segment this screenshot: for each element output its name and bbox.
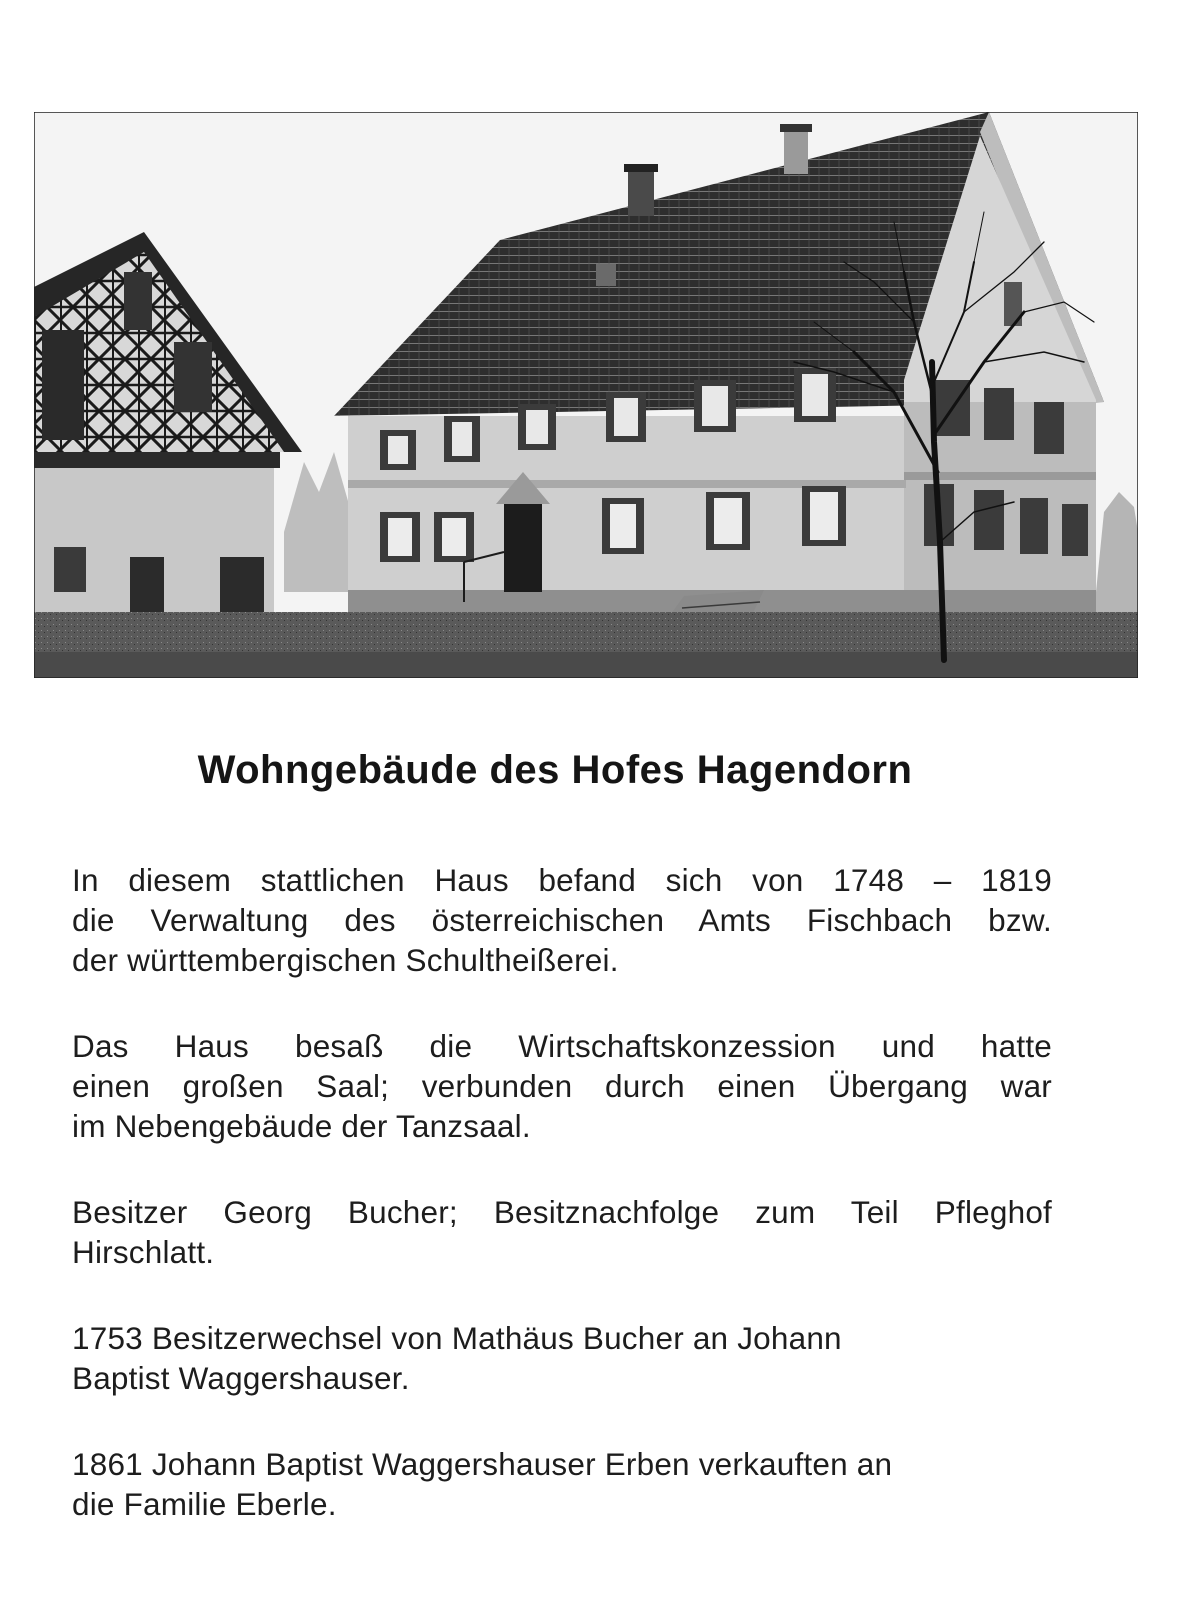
paragraph bbox=[72, 1318, 1052, 1398]
text-line: 1753 Besitzerwechsel von Mathäus Bucher an Johann bbox=[72, 1320, 842, 1356]
paragraph bbox=[72, 1192, 1052, 1272]
text-line: Das Haus besaß die Wirtschaftskonzession und hatte bbox=[72, 1028, 1052, 1064]
text-line: Hirschlatt. bbox=[72, 1234, 215, 1270]
body-text bbox=[72, 860, 1052, 1570]
text-line: Besitzer Georg Bucher; Besitznachfolge zum Teil Pfleghof bbox=[72, 1194, 1052, 1230]
paragraph bbox=[72, 1026, 1052, 1146]
paragraph bbox=[72, 1444, 1052, 1524]
text-line: der württembergischen Schultheißerei. bbox=[72, 942, 619, 978]
text-line: 1861 Johann Baptist Waggershauser Erben verkauften an bbox=[72, 1446, 893, 1482]
text-line: In diesem stattlichen Haus befand sich von 1748 – 1819 bbox=[72, 862, 1052, 898]
text-line: die Familie Eberle. bbox=[72, 1486, 337, 1522]
document-title: Wohngebäude des Hofes Hagendorn bbox=[197, 748, 913, 792]
house-photo bbox=[34, 112, 1138, 678]
text-line: im Nebengebäude der Tanzsaal. bbox=[72, 1108, 531, 1144]
text-line: die Verwaltung des österreichischen Amts Fischbach bzw. bbox=[72, 902, 1052, 938]
text-line: Baptist Waggershauser. bbox=[72, 1360, 410, 1396]
text-line: einen großen Saal; verbunden durch einen Übergang war bbox=[72, 1068, 1052, 1104]
paragraph bbox=[72, 860, 1052, 980]
